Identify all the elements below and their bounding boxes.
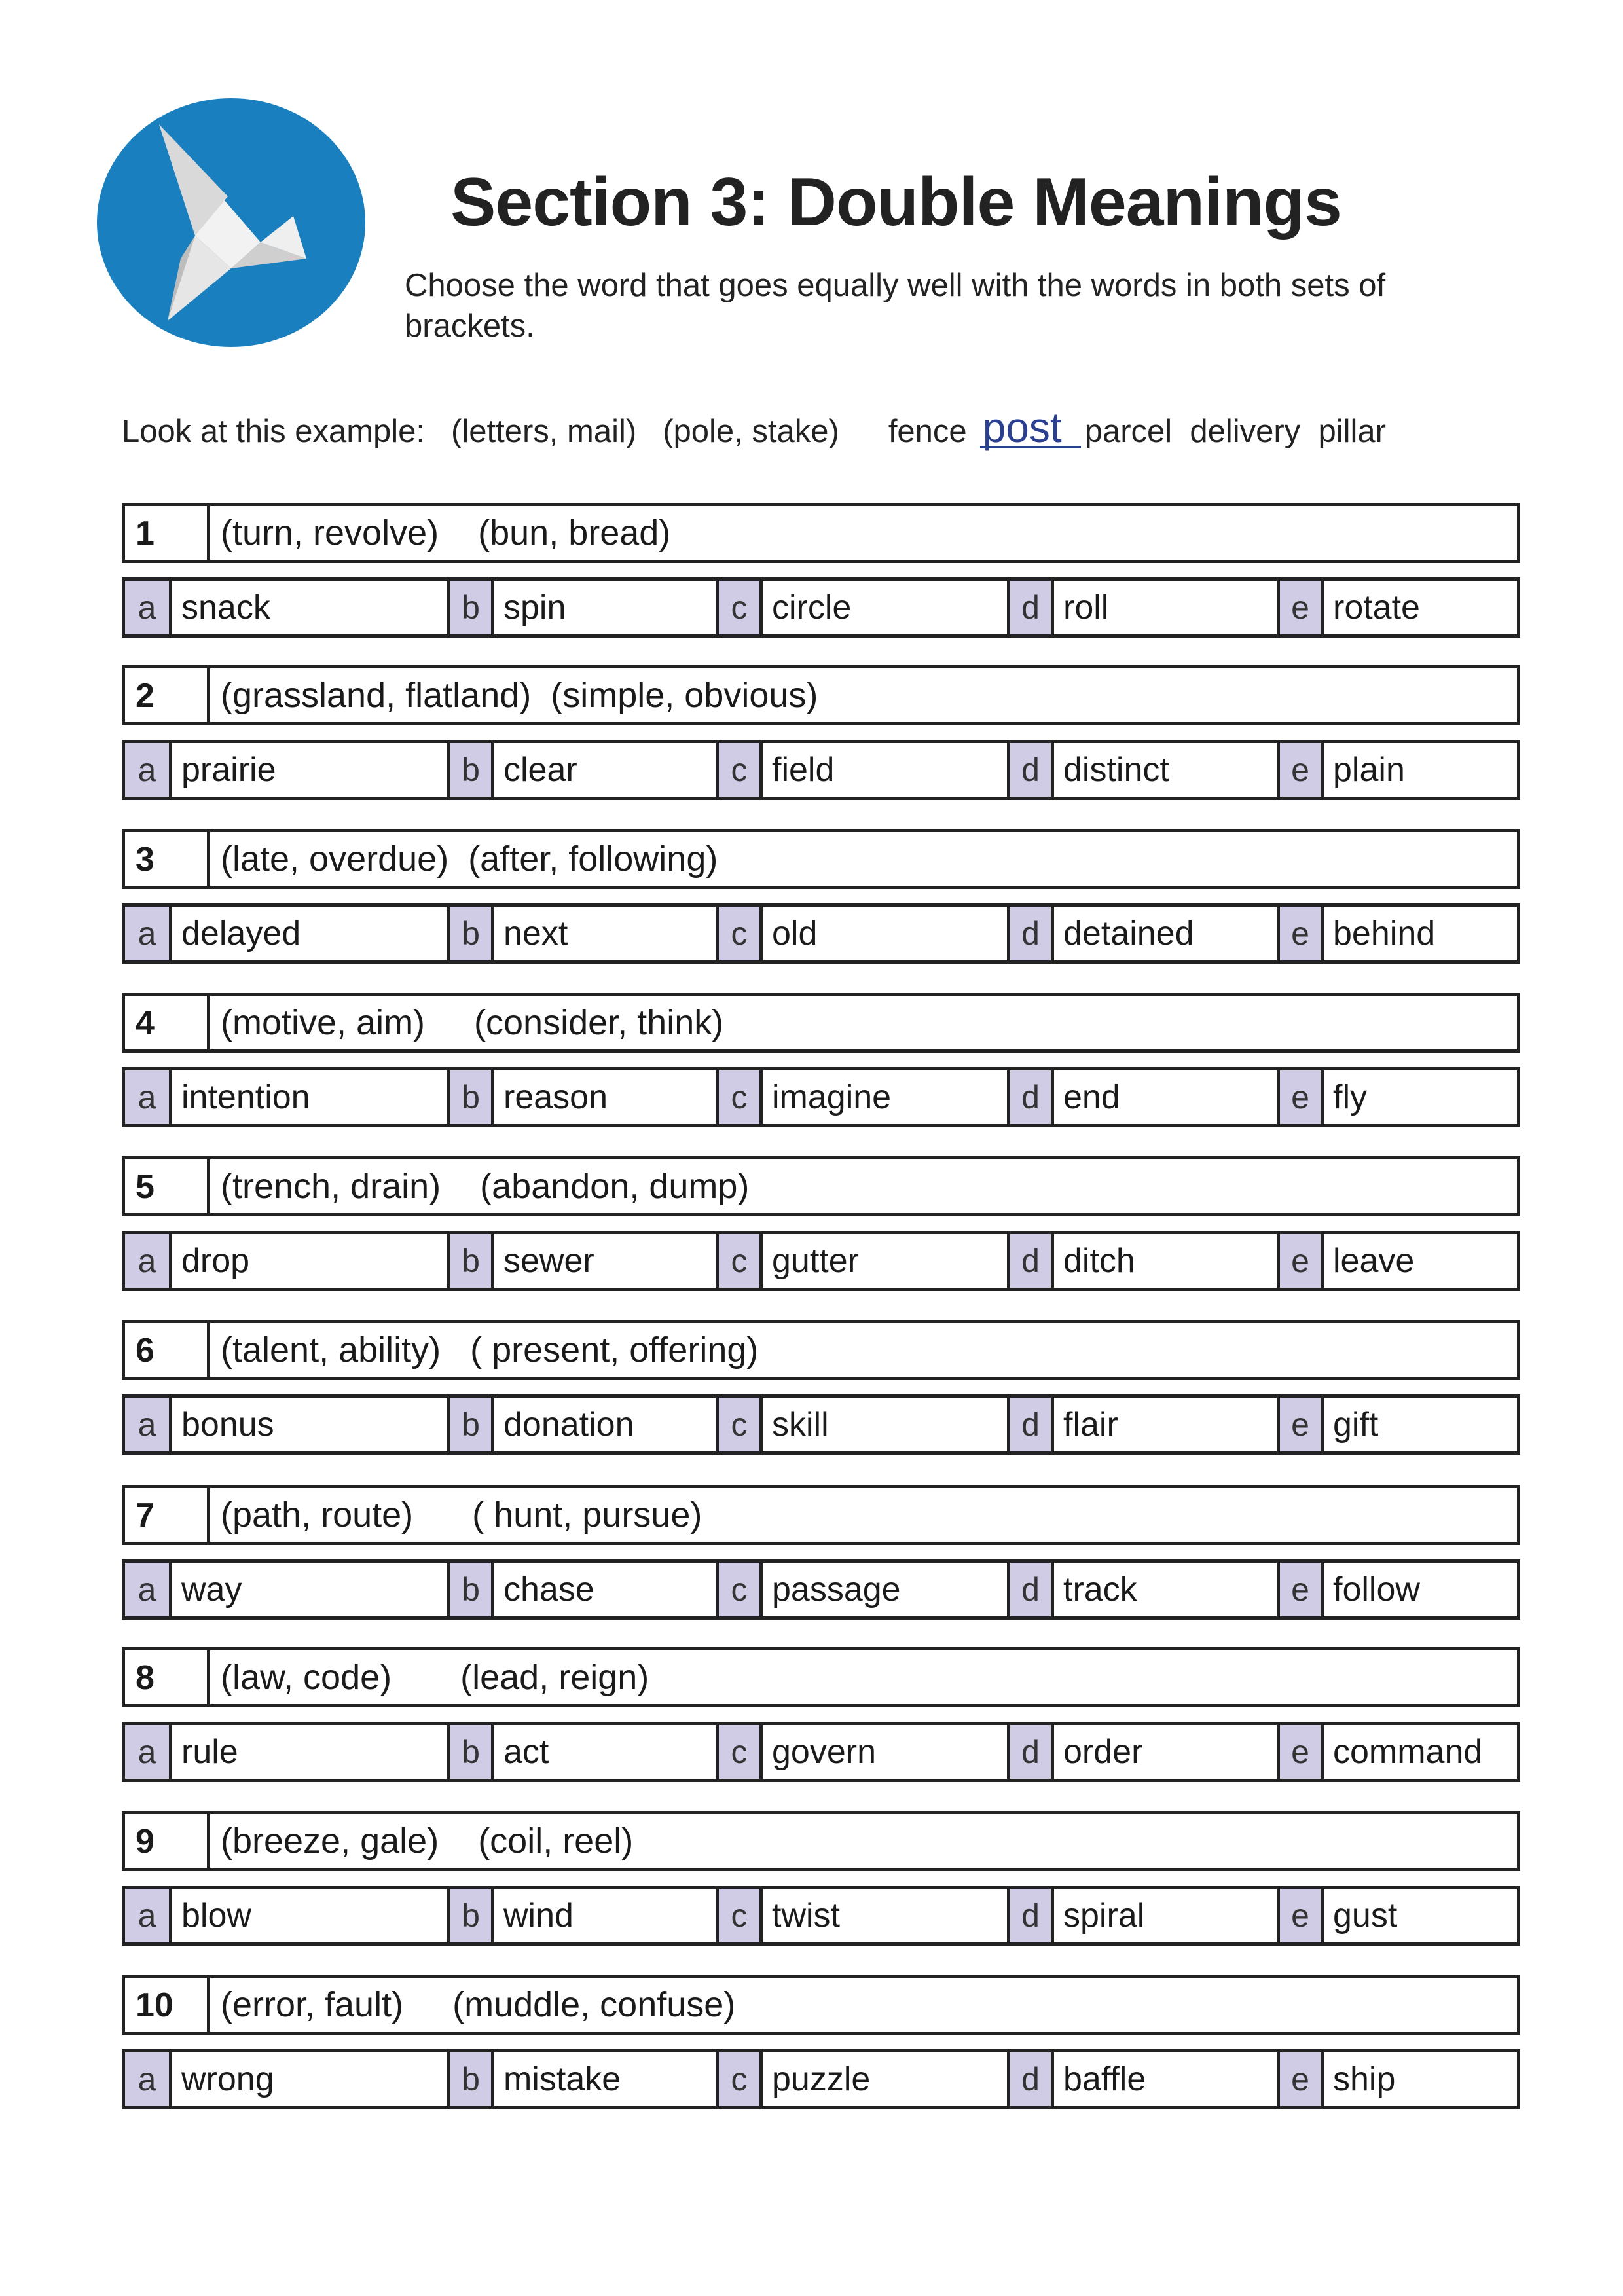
option-d[interactable] [1007, 1725, 1277, 1779]
option-a[interactable] [125, 907, 447, 960]
question-6 [122, 1320, 1520, 1455]
question-8 [122, 1647, 1520, 1782]
question-prompt: (trench, drain) (abandon, dump) [221, 1167, 750, 1206]
option-d[interactable] [1007, 581, 1277, 634]
option-word: behind [1333, 915, 1436, 953]
option-word: delayed [181, 915, 301, 953]
options-row [122, 1722, 1520, 1782]
option-word: puzzle [772, 2060, 871, 2098]
option-b[interactable] [447, 1070, 716, 1124]
option-letter: e [1277, 743, 1324, 797]
question-number: 1 [125, 506, 210, 560]
question-header [122, 1485, 1520, 1545]
option-c[interactable] [716, 1234, 1007, 1288]
option-c[interactable] [716, 1070, 1007, 1124]
option-letter: e [1277, 581, 1324, 634]
origami-bird-logo [97, 98, 365, 347]
option-b[interactable] [447, 743, 716, 797]
option-word: wrong [181, 2060, 274, 2098]
option-word: wind [503, 1897, 574, 1935]
option-letter: d [1007, 1234, 1054, 1288]
example-group1: (letters, mail) [451, 414, 637, 449]
option-d[interactable] [1007, 1889, 1277, 1942]
example-answer: post [980, 409, 1081, 448]
option-letter: b [447, 1070, 494, 1124]
question-prompt: (turn, revolve) (bun, bread) [221, 513, 671, 553]
option-a[interactable] [125, 581, 447, 634]
option-word: detained [1063, 915, 1194, 953]
option-letter: b [447, 1234, 494, 1288]
option-b[interactable] [447, 907, 716, 960]
option-letter: a [125, 1234, 172, 1288]
option-letter: b [447, 1889, 494, 1942]
option-letter: c [716, 2052, 763, 2106]
option-e[interactable] [1277, 581, 1573, 634]
option-a[interactable] [125, 1889, 447, 1942]
option-word: rule [181, 1733, 238, 1771]
option-e[interactable] [1277, 1563, 1573, 1616]
option-letter: b [447, 743, 494, 797]
option-letter: e [1277, 1070, 1324, 1124]
option-word: gutter [772, 1242, 859, 1280]
option-word: spin [503, 589, 566, 627]
question-prompt: (grassland, flatland) (simple, obvious) [221, 676, 818, 715]
option-a[interactable] [125, 1070, 447, 1124]
option-d[interactable] [1007, 1563, 1277, 1616]
question-3 [122, 829, 1520, 964]
option-b[interactable] [447, 1563, 716, 1616]
option-b[interactable] [447, 1398, 716, 1451]
option-word: fly [1333, 1078, 1367, 1116]
option-word: drop [181, 1242, 250, 1280]
option-b[interactable] [447, 1234, 716, 1288]
option-word: govern [772, 1733, 876, 1771]
option-letter: a [125, 1563, 172, 1616]
question-number: 6 [125, 1323, 210, 1377]
option-word: imagine [772, 1078, 892, 1116]
question-number: 4 [125, 996, 210, 1049]
example-group2: (pole, stake) [663, 414, 839, 449]
option-letter: a [125, 1070, 172, 1124]
example-label: Look at this example: [122, 414, 426, 449]
option-letter: a [125, 743, 172, 797]
option-letter: b [447, 907, 494, 960]
question-number: 10 [125, 1978, 210, 2032]
option-a[interactable] [125, 1725, 447, 1779]
option-letter: d [1007, 1889, 1054, 1942]
question-prompt: (path, route) ( hunt, pursue) [221, 1495, 702, 1535]
option-word: ditch [1063, 1242, 1135, 1280]
question-prompt: (motive, aim) (consider, think) [221, 1003, 724, 1042]
option-word: twist [772, 1897, 840, 1935]
example-line [122, 404, 1386, 451]
options-row [122, 1231, 1520, 1291]
option-letter: d [1007, 743, 1054, 797]
option-letter: d [1007, 1070, 1054, 1124]
option-letter: a [125, 1398, 172, 1451]
option-word: follow [1333, 1571, 1420, 1609]
question-header [122, 993, 1520, 1053]
option-letter: b [447, 1563, 494, 1616]
option-c[interactable] [716, 1889, 1007, 1942]
option-word: baffle [1063, 2060, 1146, 2098]
option-letter: c [716, 1889, 763, 1942]
option-word: passage [772, 1571, 901, 1609]
option-a[interactable] [125, 1398, 447, 1451]
option-letter: c [716, 1070, 763, 1124]
option-letter: c [716, 1234, 763, 1288]
option-word: intention [181, 1078, 310, 1116]
options-row [122, 1886, 1520, 1946]
option-word: mistake [503, 2060, 621, 2098]
option-word: clear [503, 751, 577, 789]
option-d[interactable] [1007, 1070, 1277, 1124]
question-prompt: (error, fault) (muddle, confuse) [221, 1985, 736, 2024]
option-letter: c [716, 581, 763, 634]
question-prompt: (late, overdue) (after, following) [221, 839, 718, 879]
option-word: end [1063, 1078, 1120, 1116]
option-a[interactable] [125, 1563, 447, 1616]
option-word: bonus [181, 1406, 274, 1444]
option-e[interactable] [1277, 1725, 1573, 1779]
options-row [122, 2049, 1520, 2109]
option-letter: a [125, 2052, 172, 2106]
option-word: next [503, 915, 568, 953]
option-d[interactable] [1007, 2052, 1277, 2106]
option-b[interactable] [447, 581, 716, 634]
question-header [122, 1811, 1520, 1871]
option-e[interactable] [1277, 743, 1573, 797]
question-number: 9 [125, 1814, 210, 1868]
option-a[interactable] [125, 1234, 447, 1288]
example-word-before: fence [888, 414, 967, 449]
question-prompt: (breeze, gale) (coil, reel) [221, 1821, 634, 1861]
options-row [122, 903, 1520, 964]
option-word: gust [1333, 1897, 1398, 1935]
option-letter: e [1277, 2052, 1324, 2106]
option-letter: e [1277, 1563, 1324, 1616]
question-10 [122, 1975, 1520, 2109]
question-number: 5 [125, 1159, 210, 1213]
question-4 [122, 993, 1520, 1127]
option-b[interactable] [447, 1889, 716, 1942]
question-1 [122, 503, 1520, 638]
option-word: field [772, 751, 835, 789]
option-c[interactable] [716, 1725, 1007, 1779]
option-letter: c [716, 907, 763, 960]
option-letter: d [1007, 581, 1054, 634]
options-row [122, 740, 1520, 800]
question-header [122, 1975, 1520, 2035]
option-word: spiral [1063, 1897, 1145, 1935]
option-letter: e [1277, 1889, 1324, 1942]
question-header [122, 1647, 1520, 1707]
question-header [122, 503, 1520, 563]
option-a[interactable] [125, 743, 447, 797]
option-word: flair [1063, 1406, 1118, 1444]
question-number: 8 [125, 1650, 210, 1704]
option-letter: e [1277, 907, 1324, 960]
question-prompt: (law, code) (lead, reign) [221, 1658, 649, 1697]
option-d[interactable] [1007, 907, 1277, 960]
option-word: track [1063, 1571, 1137, 1609]
instructions: Choose the word that goes equally well with the words in both sets of brackets. [405, 268, 1386, 344]
option-letter: b [447, 581, 494, 634]
question-number: 3 [125, 832, 210, 886]
option-word: blow [181, 1897, 251, 1935]
option-letter: a [125, 581, 172, 634]
option-letter: d [1007, 1398, 1054, 1451]
option-word: reason [503, 1078, 608, 1116]
option-letter: d [1007, 907, 1054, 960]
option-word: plain [1333, 751, 1405, 789]
option-word: ship [1333, 2060, 1396, 2098]
question-number: 2 [125, 668, 210, 722]
option-d[interactable] [1007, 1234, 1277, 1288]
option-letter: b [447, 1398, 494, 1451]
option-c[interactable] [716, 1398, 1007, 1451]
option-b[interactable] [447, 1725, 716, 1779]
option-word: command [1333, 1733, 1483, 1771]
option-e[interactable] [1277, 907, 1573, 960]
question-5 [122, 1156, 1520, 1291]
option-letter: a [125, 1725, 172, 1779]
option-word: distinct [1063, 751, 1169, 789]
option-letter: e [1277, 1725, 1324, 1779]
option-word: skill [772, 1406, 829, 1444]
option-word: rotate [1333, 589, 1420, 627]
question-header [122, 829, 1520, 889]
option-d[interactable] [1007, 1398, 1277, 1451]
question-7 [122, 1485, 1520, 1620]
option-word: snack [181, 589, 270, 627]
question-2 [122, 665, 1520, 800]
option-c[interactable] [716, 581, 1007, 634]
option-word: act [503, 1733, 549, 1771]
option-word: order [1063, 1733, 1143, 1771]
option-letter: b [447, 2052, 494, 2106]
option-c[interactable] [716, 743, 1007, 797]
option-word: sewer [503, 1242, 594, 1280]
option-e[interactable] [1277, 1070, 1573, 1124]
example-words-after: parcel delivery pillar [1084, 414, 1386, 449]
option-d[interactable] [1007, 743, 1277, 797]
option-letter: a [125, 907, 172, 960]
option-letter: e [1277, 1234, 1324, 1288]
option-word: leave [1333, 1242, 1415, 1280]
option-e[interactable] [1277, 1234, 1573, 1288]
option-word: prairie [181, 751, 276, 789]
option-word: circle [772, 589, 852, 627]
question-9 [122, 1811, 1520, 1946]
options-row [122, 1067, 1520, 1127]
option-word: roll [1063, 589, 1109, 627]
option-letter: e [1277, 1398, 1324, 1451]
option-word: donation [503, 1406, 634, 1444]
option-letter: c [716, 1563, 763, 1616]
options-row [122, 577, 1520, 638]
question-header [122, 1156, 1520, 1216]
option-word: old [772, 915, 818, 953]
page-title: Section 3: Double Meanings [450, 164, 1341, 240]
option-e[interactable] [1277, 1398, 1573, 1451]
option-c[interactable] [716, 907, 1007, 960]
question-header [122, 665, 1520, 725]
option-letter: b [447, 1725, 494, 1779]
question-header [122, 1320, 1520, 1380]
option-c[interactable] [716, 1563, 1007, 1616]
option-e[interactable] [1277, 1889, 1573, 1942]
option-word: way [181, 1571, 242, 1609]
option-letter: d [1007, 1563, 1054, 1616]
option-letter: c [716, 743, 763, 797]
question-prompt: (talent, ability) ( present, offering) [221, 1330, 759, 1370]
question-number: 7 [125, 1488, 210, 1542]
option-letter: a [125, 1889, 172, 1942]
option-word: chase [503, 1571, 594, 1609]
option-letter: c [716, 1398, 763, 1451]
option-c[interactable] [716, 2052, 1007, 2106]
option-a[interactable] [125, 2052, 447, 2106]
option-letter: d [1007, 1725, 1054, 1779]
option-letter: c [716, 1725, 763, 1779]
option-word: gift [1333, 1406, 1379, 1444]
options-row [122, 1559, 1520, 1620]
option-letter: d [1007, 2052, 1054, 2106]
option-b[interactable] [447, 2052, 716, 2106]
options-row [122, 1394, 1520, 1455]
option-e[interactable] [1277, 2052, 1573, 2106]
